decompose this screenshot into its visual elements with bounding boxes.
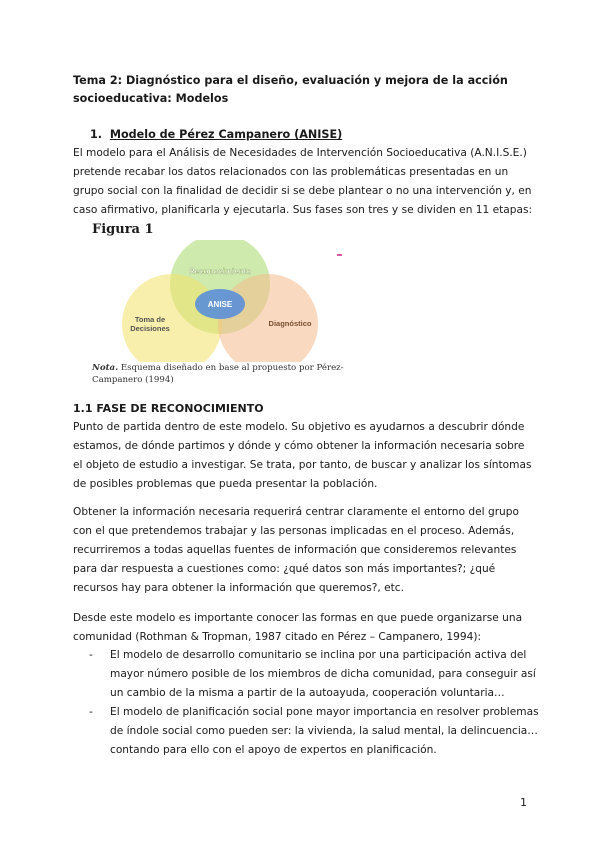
section-heading	[90, 128, 342, 141]
label-toma-de: Toma de	[134, 315, 166, 324]
label-decisiones: Decisiones	[130, 324, 170, 333]
list-item-text: El modelo de desarrollo comunitario se inclina por una participación activa del mayor número posible de los miembros de dicha comunidad, para conseguir así un cambio de la misma a partir de la autoayuda, cooperación voluntaria…	[110, 649, 536, 699]
figure-label: Figura 1	[92, 222, 154, 237]
label-diagnostico: Diagnóstico	[268, 319, 312, 328]
figure-note-text: Esquema diseñado en base al propuesto por Pérez-Campanero (1994)	[92, 363, 344, 385]
figure-note-label: Nota.	[92, 363, 119, 373]
paragraph-3: Desde este modelo es importante conocer las formas en que puede organizarse una comunidad (Rothman & Tropman, 1987 citado en Pérez – Campanero, 1994):	[73, 612, 523, 643]
paragraph-2: Obtener la información necesaria requerirá centrar claramente el entorno del grupo con el que pretendemos trabajar y las personas implicadas en el proceso. Además, recurriremos a todas aquellas fuentes de información que consideremos relevantes para dar respuesta a cuestiones como: ¿qué datos son más importantes?; ¿qué recursos hay para obtener la información que queremos?, etc.	[73, 506, 519, 594]
paragraph-1: Punto de partida dentro de este modelo. Su objetivo es ayudarnos a descubrir dónde estamos, de dónde partimos y dónde y cómo obtener la información necesaria sobre el objeto de estudio a investigar. Se trata, por tanto, de buscar y analizar los síntomas de posibles problemas que pueda presentar la población.	[73, 421, 532, 490]
bullet-list	[73, 646, 543, 760]
subsection-heading: 1.1 FASE DE RECONOCIMIENTO	[73, 402, 264, 415]
section-number: 1.	[90, 128, 103, 141]
list-item	[73, 703, 543, 760]
label-anise: ANISE	[207, 300, 233, 309]
dash-bullet: -	[89, 706, 93, 718]
intro-paragraph: El modelo para el Análisis de Necesidades de Intervención Socioeducativa (A.N.I.S.E.) pretende recabar los datos relacionados con las problemáticas presentadas en un grupo social con la finalidad de decidir si se debe plantear o no una intervención y, en caso afirmativo, planificarla y ejecutarla. Sus fases son tres y se dividen en 11 etapas:	[73, 147, 533, 216]
list-item-text: El modelo de planificación social pone mayor importancia en resolver problemas de índole social como pueden ser: la vivienda, la salud mental, la delincuencia… contando para ello con el apoyo de expertos en planificación.	[110, 706, 539, 756]
list-item	[73, 646, 543, 703]
dash-bullet: -	[89, 649, 93, 661]
label-reconocimiento: Reconocimiento	[188, 267, 252, 276]
venn-diagram	[90, 240, 360, 362]
section-title: Modelo de Pérez Campanero (ANISE)	[109, 128, 343, 141]
document-title: Tema 2: Diagnóstico para el diseño, evaluación y mejora de la acción socioeducativa: Modelos	[73, 74, 508, 105]
page-number: 1	[520, 796, 527, 809]
decorative-mark	[337, 254, 342, 256]
figure-note	[92, 362, 352, 386]
